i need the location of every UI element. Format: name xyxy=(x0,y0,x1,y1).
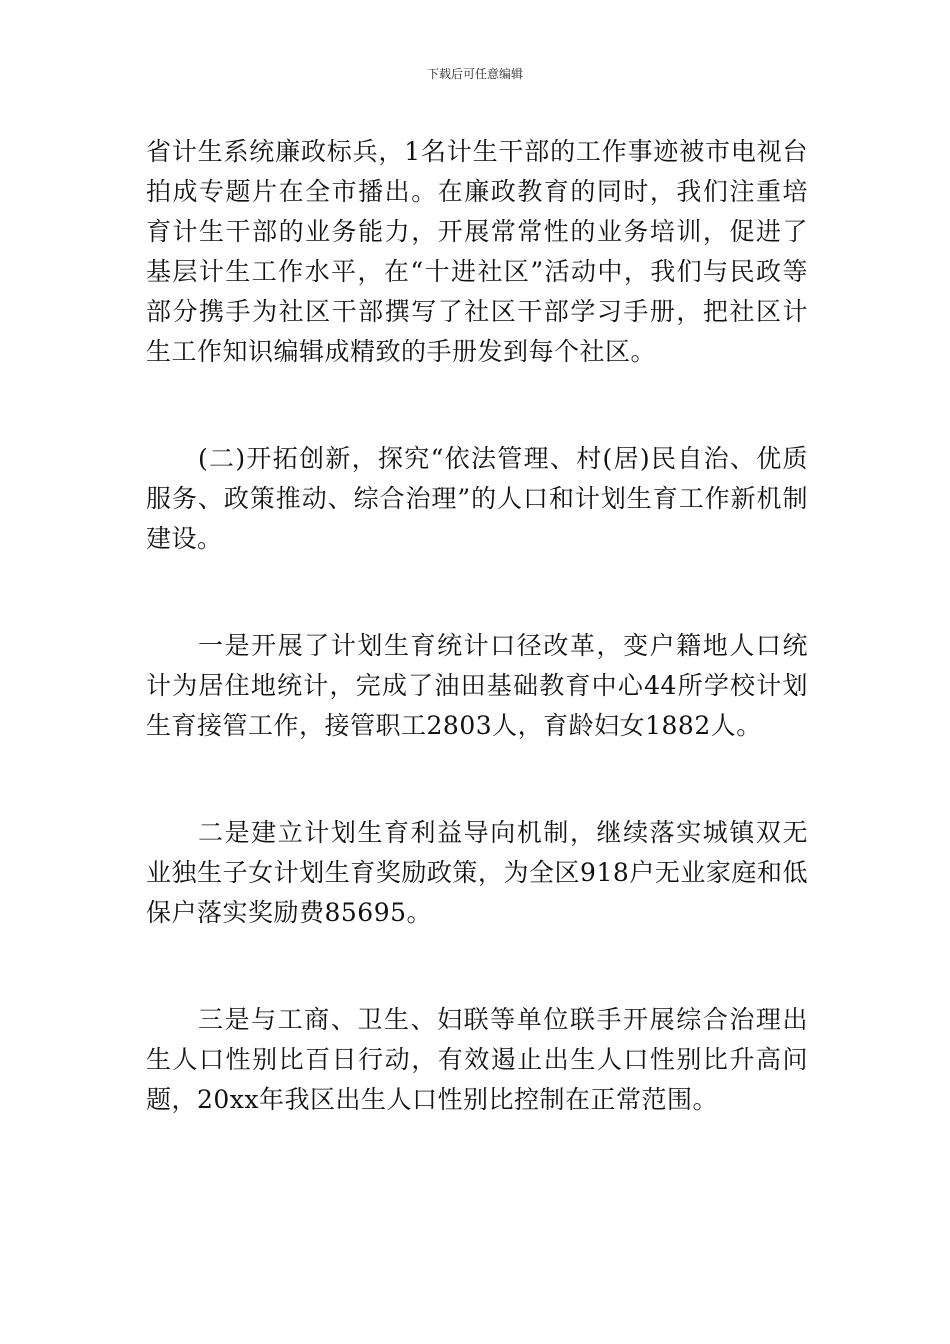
page-header: 下载后可任意编辑 xyxy=(426,67,523,81)
paragraph-spacer xyxy=(146,559,808,626)
paragraph-4: 二是建立计划生育利益导向机制，继续落实城镇双无业独生子女计划生育奖励政策，为全区918户无业家庭和低保户落实奖励费85695。 xyxy=(146,818,808,927)
paragraph-1: 省计生系统廉政标兵，1名计生干部的工作事迹被市电视台拍成专题片在全市播出。在廉政教育的同时，我们注重培育计生干部的业务能力，开展常常性的业务培训，促进了基层计生工作水平，在“十进社区”活动中，我们与民政等部分携手为社区干部撰写了社区干部学习手册，把社区计生工作知识编辑成精致的手册发到每个社区。 xyxy=(146,137,808,366)
document-body xyxy=(146,132,808,1120)
paragraph-2: (二)开拓创新，探究“依法管理、村(居)民自治、优质服务、政策推动、综合治理”的人口和计划生育工作新机制建设。 xyxy=(146,444,808,553)
paragraph-spacer xyxy=(146,933,808,1000)
paragraph-5: 三是与工商、卫生、妇联等单位联手开展综合治理出生人口性别比百日行动，有效遏止出生人口性别比升高问题，20xx年我区出生人口性别比控制在正常范围。 xyxy=(146,1005,808,1114)
paragraph-spacer xyxy=(146,372,808,439)
paragraph-3: 一是开展了计划生育统计口径改革，变户籍地人口统计为居住地统计，完成了油田基础教育中心44所学校计划生育接管工作，接管职工2803人，育龄妇女1882人。 xyxy=(146,631,808,740)
paragraph-spacer xyxy=(146,746,808,813)
